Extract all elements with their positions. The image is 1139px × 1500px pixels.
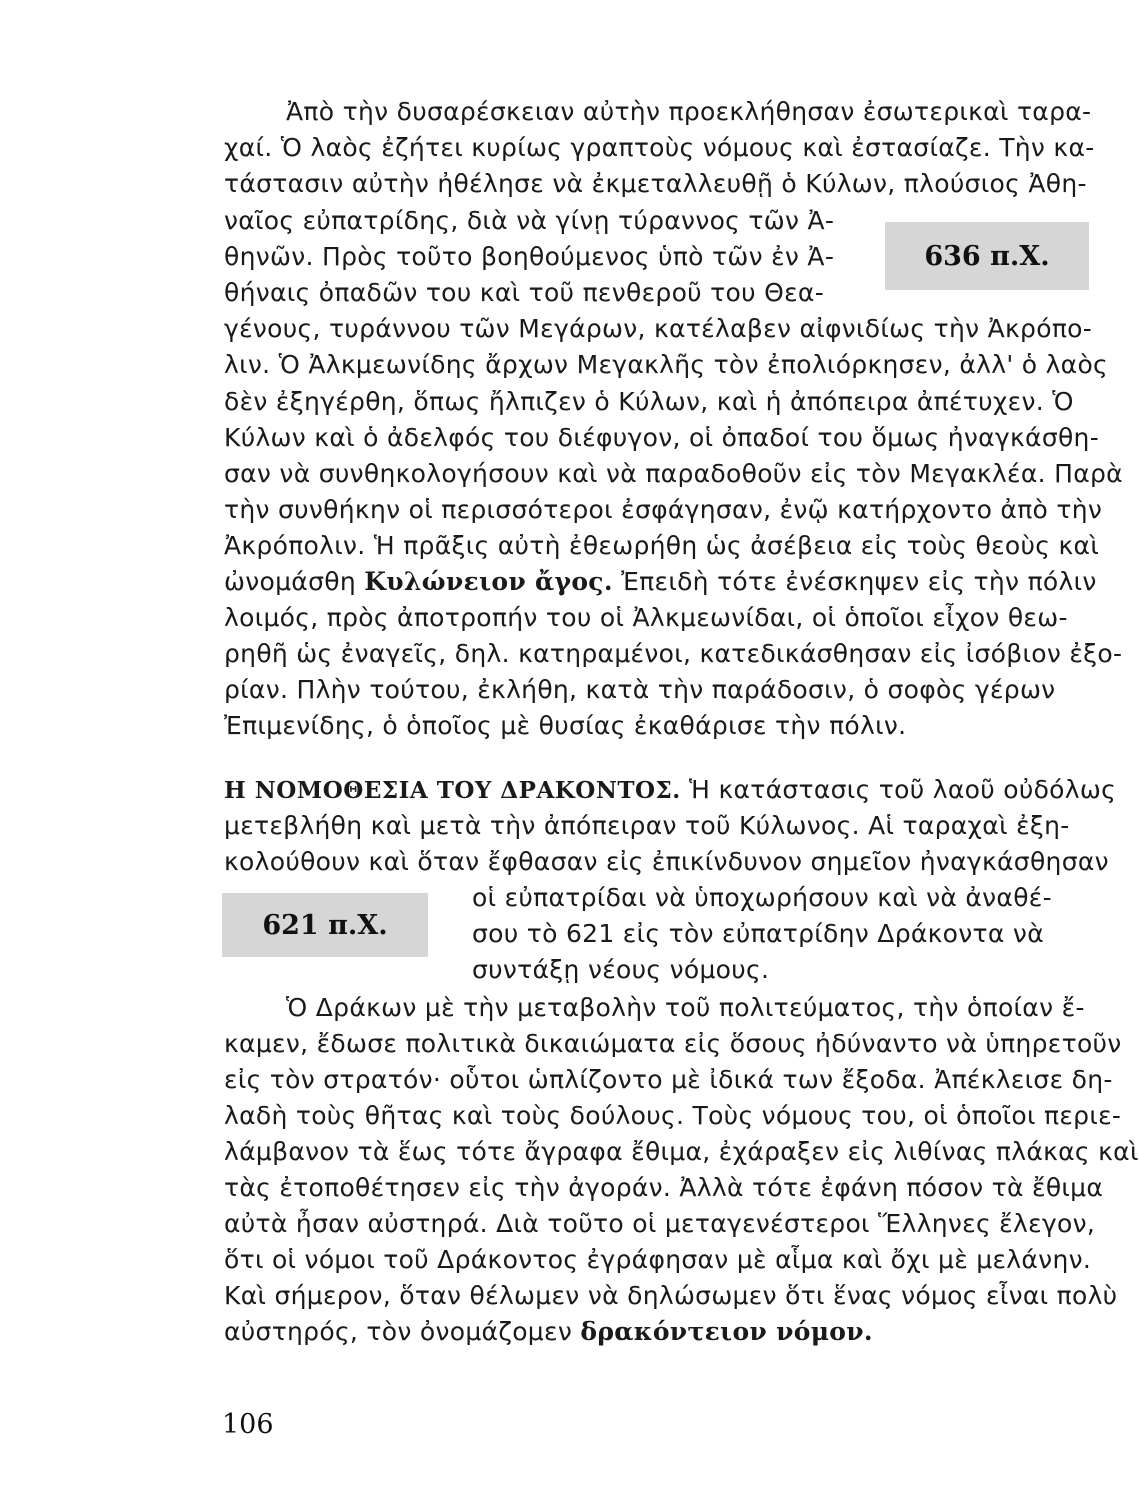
text-line: ρηθῆ ὡς ἐναγεῖς, δηλ. κατηραμένοι, κατεδικάσθησαν εἰς ἰσόβιον ἐξο- [224,639,1123,668]
text-line: λοιμός, πρὸς ἀποτροπήν του οἱ Ἀλκμεωνίδαι, οἱ ὁποῖοι εἶχον θεω- [224,603,1068,632]
text-line: ὅτι οἱ νόμοι τοῦ Δράκοντος ἐγράφησαν μὲ αἷμα καὶ ὄχι μὲ μελάνην. [224,1245,1092,1274]
text-line: καμεν, ἔδωσε πολιτικὰ δικαιώματα εἰς ὅσους ἠδύναντο νὰ ὑπηρετοῦν [224,1029,1122,1058]
text-line: Καὶ σήμερον, ὅταν θέλωμεν νὰ δηλώσωμεν ὅτι ἕνας νόμος εἶναι πολὺ [224,1281,1118,1310]
text-line: χαί. Ὁ λαὸς ἐζήτει κυρίως γραπτοὺς νόμους καὶ ἐστασίαζε. Τὴν κα- [224,133,1095,162]
margin-date-621: 621 π.Χ. [222,893,428,957]
text-line: τὴν συνθήκην οἱ περισσότεροι ἐσφάγησαν, ἐνῷ κατήρχοντο ἀπὸ τὴν [224,495,1103,524]
text-line: τὰς ἐτοποθέτησεν εἰς τὴν ἀγοράν. Ἀλλὰ τότε ἐφάνη πόσον τὰ ἔθιμα [224,1173,1104,1202]
text-line: σου τὸ 621 εἰς τὸν εὐπατρίδην Δράκοντα νὰ [472,919,1044,948]
text-fragment: ὠνομάσθη [224,567,365,596]
bold-term-drakonteios-nomos: δρακόντειον νόμον. [580,1317,873,1346]
text-line-with-term [224,564,1097,599]
text-line: λαδὴ τοὺς θῆτας καὶ τοὺς δούλους. Τοὺς νόμους του, οἱ ὁποῖοι περιε- [224,1101,1122,1130]
text-line: Κύλων καὶ ὁ ἀδελφός του διέφυγον, οἱ ὀπαδοί του ὅμως ἠναγκάσθη- [224,423,1100,452]
text-line: θήναις ὀπαδῶν του καὶ τοῦ πενθεροῦ του Θεα- [224,278,825,307]
text-fragment: Ἡ κατάστασις τοῦ λαοῦ οὐδόλως [680,775,1117,804]
text-line: οἱ εὐπατρίδαι νὰ ὑποχωρήσουν καὶ νὰ ἀναθέ- [472,883,1052,912]
text-line: ναῖος εὐπατρίδης, διὰ νὰ γίνῃ τύραννος τῶν Ἀ- [224,206,835,235]
section-heading-line [224,772,1117,808]
margin-date-636: 636 π.Χ. [885,222,1089,290]
text-line: λάμβανον τὰ ἕως τότε ἄγραφα ἔθιμα, ἐχάραξεν εἰς λιθίνας πλάκας καὶ [224,1137,1139,1166]
text-line: αὐτὰ ἦσαν αὐστηρά. Διὰ τοῦτο οἱ μεταγενέστεροι Ἕλληνες ἔλεγον, [224,1209,1096,1238]
text-line: εἰς τὸν στρατόν· οὗτοι ὡπλίζοντο μὲ ἰδικά των ἔξοδα. Ἀπέκλεισε δη- [224,1065,1113,1094]
bold-term-kyloneion-agos: Κυλώνειον ἄγος. [364,567,613,596]
text-line: Ἐπιμενίδης, ὁ ὁποῖος μὲ θυσίας ἐκαθάρισε τὴν πόλιν. [224,711,907,740]
text-line: συντάξῃ νέους νόμους. [472,955,770,984]
text-line: μετεβλήθη καὶ μετὰ τὴν ἀπόπειραν τοῦ Κύλωνος. Αἱ ταραχαὶ ἐξη- [224,811,1070,840]
text-line: δὲν ἐξηγέρθη, ὅπως ἤλπιζεν ὁ Κύλων, καὶ ἡ ἀπόπειρα ἀπέτυχεν. Ὁ [224,387,1074,416]
text-line: λιν. Ὁ Ἀλκμεωνίδης ἄρχων Μεγακλῆς τὸν ἐπολιόρκησεν, ἀλλ' ὁ λαὸς [224,350,1109,379]
text-line: Ἀπὸ τὴν δυσαρέσκειαν αὐτὴν προεκλήθησαν ἐσωτερικαὶ ταρα- [286,97,1092,126]
text-fragment: αὐστηρός, τὸν ὀνομάζομεν [224,1317,581,1346]
section-heading: Η ΝΟΜΟΘΕΣΙΑ ΤΟΥ ΔΡΑΚΟΝΤΟΣ. [224,777,681,804]
text-line: σαν νὰ συνθηκολογήσουν καὶ νὰ παραδοθοῦν εἰς τὸν Μεγακλέα. Παρὰ [224,459,1123,488]
page-number: 106 [222,1409,274,1440]
text-line: τάστασιν αὐτὴν ἠθέλησε νὰ ἐκμεταλλευθῇ ὁ Κύλων, πλούσιος Ἀθη- [224,169,1087,198]
text-line-with-term [224,1314,1092,1349]
text-line: κολούθουν καὶ ὅταν ἔφθασαν εἰς ἐπικίνδυνον σημεῖον ἠναγκάσθησαν [224,847,1109,876]
text-line: Ὁ Δράκων μὲ τὴν μεταβολὴν τοῦ πολιτεύματος, τὴν ὁποίαν ἔ- [286,993,1085,1022]
text-line: γένους, τυράννου τῶν Μεγάρων, κατέλαβεν αἰφνιδίως τὴν Ἀκρόπο- [224,314,1093,343]
text-line: ρίαν. Πλὴν τούτου, ἐκλήθη, κατὰ τὴν παράδοσιν, ὁ σοφὸς γέρων [224,675,1056,704]
text-line: θηνῶν. Πρὸς τοῦτο βοηθούμενος ὑπὸ τῶν ἐν Ἀ- [224,242,835,271]
text-fragment: Ἐπειδὴ τότε ἐνέσκηψεν εἰς τὴν πόλιν [612,567,1097,596]
text-line: Ἀκρόπολιν. Ἡ πρᾶξις αὐτὴ ἐθεωρήθη ὡς ἀσέβεια εἰς τοὺς θεοὺς καὶ [224,531,1100,560]
